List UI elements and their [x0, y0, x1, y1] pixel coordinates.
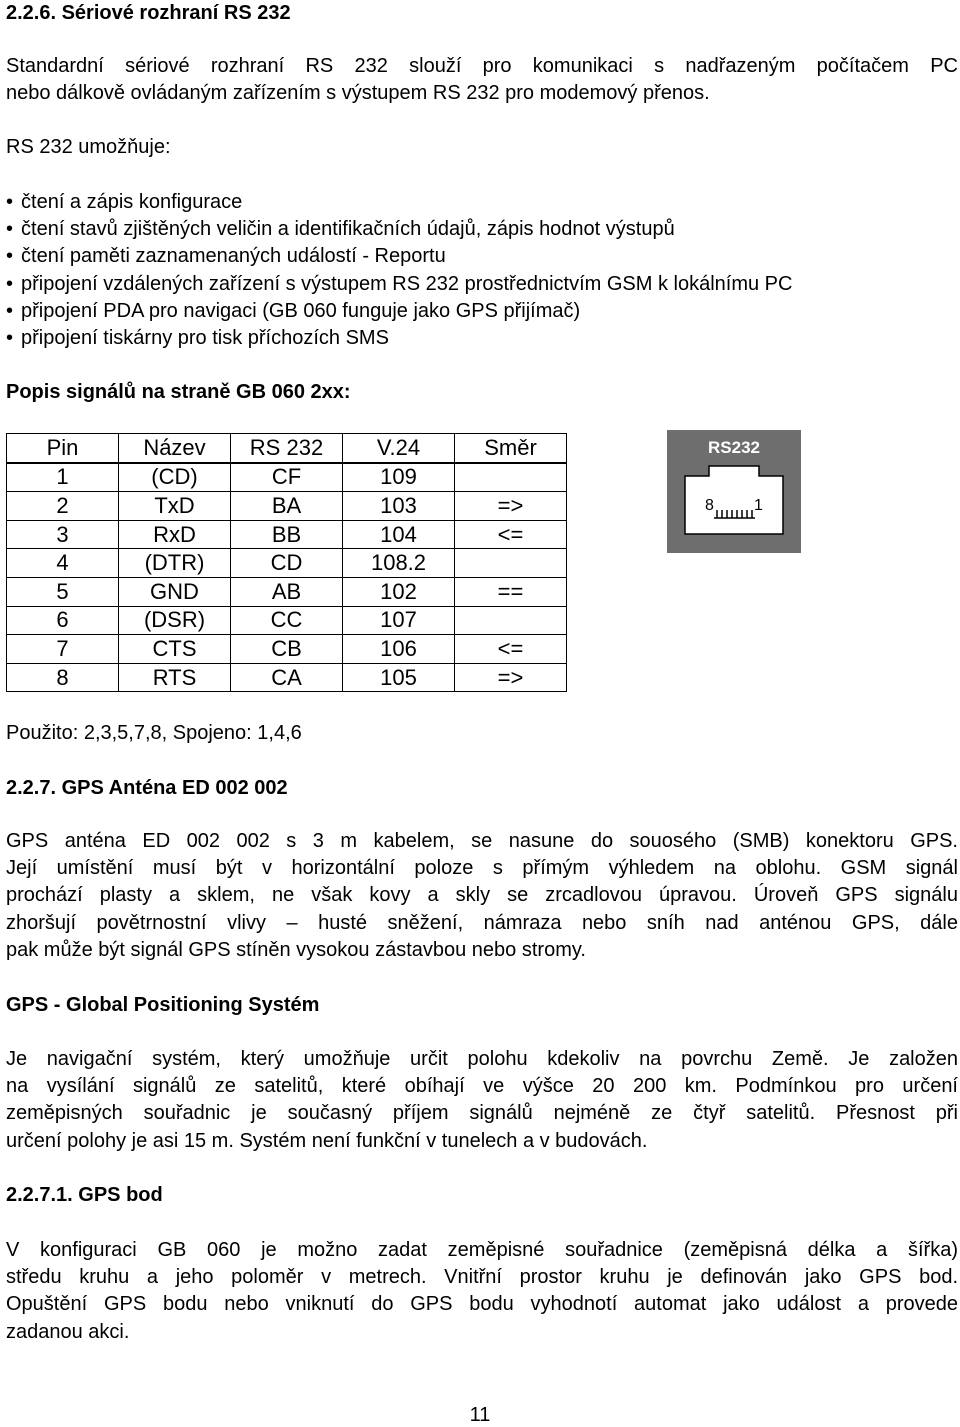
- table-cell: 106: [343, 635, 455, 664]
- paragraph-line: zeměpisných souřadnic je současný příjem signálů nejméně ze čtyř satelitů. Přesnost při: [6, 1102, 958, 1125]
- paragraph-line: zadanou akci.: [6, 1320, 130, 1343]
- table-row: [7, 549, 567, 578]
- table-cell: RxD: [119, 520, 231, 549]
- signals-heading: Popis signálů na straně GB 060 2xx:: [6, 381, 351, 403]
- table-row: [7, 577, 567, 606]
- list-item: • čtení stavů zjištěných veličin a identifikačních údajů, zápis hodnot výstupů: [6, 216, 792, 243]
- table-cell: <=: [455, 520, 567, 549]
- paragraph-line: středu kruhu a jeho poloměr v metrech. Vnitřní prostor kruhu je definován jako GPS bod.: [6, 1266, 958, 1289]
- table-cell: =>: [455, 492, 567, 521]
- usage-note: Použito: 2,3,5,7,8, Spojeno: 1,4,6: [6, 722, 302, 744]
- capabilities-list: [6, 189, 792, 352]
- list-item: • připojení PDA pro navigaci (GB 060 funguje jako GPS přijímač): [6, 298, 792, 325]
- table-cell: TxD: [119, 492, 231, 521]
- paragraph-line: Opuštění GPS bodu nebo vniknutí do GPS bodu vyhodnotí automat jako událost a provede: [6, 1293, 958, 1316]
- table-cell: =>: [455, 663, 567, 692]
- section-heading-rs232: 2.2.6. Sériové rozhraní RS 232: [6, 2, 291, 24]
- table-cell: [455, 549, 567, 578]
- list-item: • čtení paměti zaznamenaných událostí - Reportu: [6, 243, 792, 270]
- table-cell: GND: [119, 577, 231, 606]
- table-cell: CTS: [119, 635, 231, 664]
- paragraph-line: na vysílání signálů ze satelitů, které obíhají ve výšce 20 200 km. Podmínkou pro určení: [6, 1075, 958, 1098]
- paragraph-line: určení polohy je asi 15 m. Systém není funkční v tunelech a v budovách.: [6, 1129, 648, 1152]
- table-cell: 107: [343, 606, 455, 635]
- list-item: • připojení vzdálených zařízení s výstupem RS 232 prostřednictvím GSM k lokálnímu PC: [6, 271, 792, 298]
- table-cell: BB: [231, 520, 343, 549]
- paragraph-line: Je navigační systém, který umožňuje určit polohu kdekoliv na povrchu Země. Je založen: [6, 1048, 958, 1070]
- table-header-cell: Pin: [7, 434, 119, 463]
- table-header-cell: RS 232: [231, 434, 343, 463]
- paragraph-line: nebo dálkově ovládaným zařízením s výstupem RS 232 pro modemový přenos.: [6, 82, 710, 105]
- paragraph-line: V konfiguraci GB 060 je možno zadat zeměpisné souřadnice (zeměpisná délka a šířka): [6, 1239, 958, 1261]
- section-heading-antenna: 2.2.7. GPS Anténa ED 002 002: [6, 777, 288, 799]
- table-cell: CF: [231, 463, 343, 492]
- paragraph-line: GPS anténa ED 002 002 s 3 m kabelem, se nasune do souosého (SMB) konektoru GPS.: [6, 830, 958, 852]
- rj45-socket-icon: [667, 430, 801, 553]
- capabilities-label: RS 232 umožňuje:: [6, 136, 171, 158]
- paragraph-line: zhoršují povětrnostní vlivy – husté sněžení, námraza nebo sníh nad anténou GPS, dále: [6, 911, 958, 934]
- signals-table: [6, 433, 567, 692]
- table-cell: 1: [7, 463, 119, 492]
- table-cell: 109: [343, 463, 455, 492]
- paragraph-line: prochází plasty a sklem, ne však kovy a skly se zrcadlovou úpravou. Úroveň GPS signálu: [6, 884, 958, 907]
- table-cell: CA: [231, 663, 343, 692]
- page-number: 11: [469, 1404, 491, 1426]
- table-header-cell: Název: [119, 434, 231, 463]
- table-cell: 5: [7, 577, 119, 606]
- table-cell: 103: [343, 492, 455, 521]
- paragraph-line: Její umístění musí být v horizontální poloze s přímým výhledem na oblohu. GSM signál: [6, 857, 958, 880]
- table-cell: [455, 463, 567, 492]
- table-cell: 4: [7, 549, 119, 578]
- table-row: [7, 463, 567, 492]
- table-cell: CD: [231, 549, 343, 578]
- intro-paragraph: [6, 53, 958, 107]
- table-cell: (DTR): [119, 549, 231, 578]
- table-cell: RTS: [119, 663, 231, 692]
- table-header-cell: Směr: [455, 434, 567, 463]
- table-row: [7, 663, 567, 692]
- table-header-cell: V.24: [343, 434, 455, 463]
- table-cell: 7: [7, 635, 119, 664]
- table-cell: 8: [7, 663, 119, 692]
- table-cell: 105: [343, 663, 455, 692]
- table-row: [7, 635, 567, 664]
- table-cell: 6: [7, 606, 119, 635]
- table-cell: 104: [343, 520, 455, 549]
- paragraph-line: Standardní sériové rozhraní RS 232 slouží pro komunikaci s nadřazeným počítačem PC: [6, 55, 958, 77]
- table-cell: ==: [455, 577, 567, 606]
- table-cell: (CD): [119, 463, 231, 492]
- connector-pin-8-label: 8: [705, 497, 714, 514]
- table-cell: BA: [231, 492, 343, 521]
- table-row: [7, 520, 567, 549]
- section-heading-gps-point: 2.2.7.1. GPS bod: [6, 1184, 163, 1206]
- table-cell: [455, 606, 567, 635]
- table-row: [7, 606, 567, 635]
- antenna-paragraph: [6, 828, 958, 964]
- table-cell: (DSR): [119, 606, 231, 635]
- table-cell: AB: [231, 577, 343, 606]
- paragraph-line: pak může být signál GPS stíněn vysokou zástavbou nebo stromy.: [6, 938, 586, 961]
- list-item: • čtení a zápis konfigurace: [6, 189, 792, 216]
- table-row: [7, 492, 567, 521]
- section-heading-gps: GPS - Global Positioning Systém: [6, 994, 320, 1016]
- table-cell: 2: [7, 492, 119, 521]
- rs232-connector-illustration: [667, 430, 801, 553]
- table-cell: CB: [231, 635, 343, 664]
- gps-paragraph: [6, 1046, 958, 1155]
- table-cell: 102: [343, 577, 455, 606]
- connector-pin-1-label: 1: [754, 497, 763, 514]
- table-header-row: [7, 434, 567, 463]
- table-cell: 3: [7, 520, 119, 549]
- table-cell: CC: [231, 606, 343, 635]
- list-item: • připojení tiskárny pro tisk příchozích SMS: [6, 325, 792, 352]
- table-cell: <=: [455, 635, 567, 664]
- table-cell: 108.2: [343, 549, 455, 578]
- connector-label: RS232: [708, 438, 760, 457]
- gps-point-paragraph: [6, 1237, 958, 1346]
